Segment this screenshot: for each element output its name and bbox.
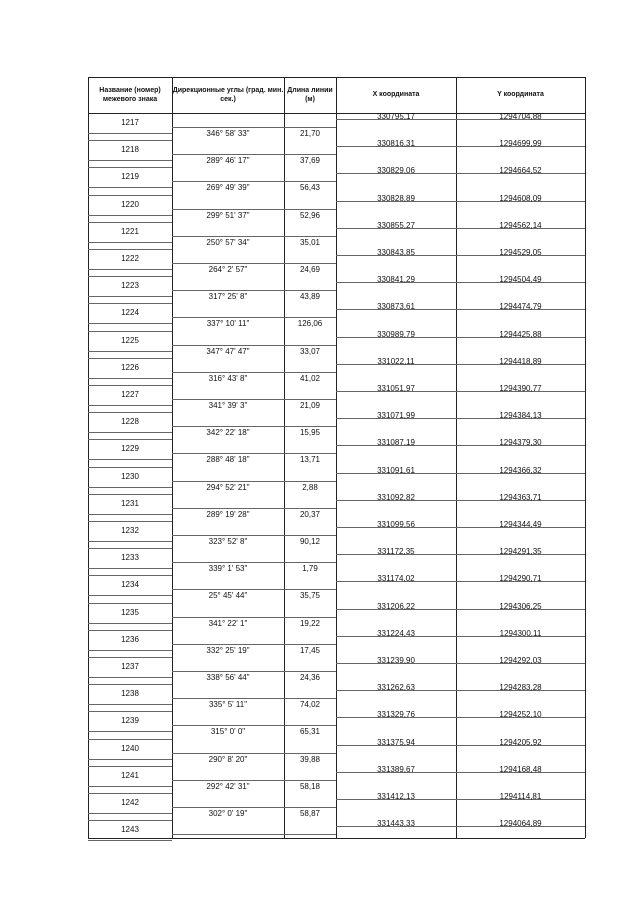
x-coordinate: 331443,33 [377, 819, 415, 829]
direction-angle: 338° 56' 44" [206, 673, 250, 682]
grid-name-mid-line [88, 242, 172, 243]
grid-row-line [88, 739, 172, 740]
x-coordinate: 330855,27 [377, 220, 415, 230]
grid-mid-line [172, 154, 336, 155]
grid-mid-line [172, 127, 336, 128]
grid-name-mid-line [88, 541, 172, 542]
y-coordinate: 1294292,03 [499, 656, 542, 665]
line-length: 65,31 [299, 727, 321, 737]
direction-angle: 315° 0' 0" [210, 727, 246, 737]
x-coordinate: 331087,19 [377, 438, 415, 448]
header-direction-angle: Дирекционные углы (град. мин. сек.) [172, 87, 284, 103]
line-length: 24,36 [299, 673, 321, 682]
y-coordinate: 1294379,30 [499, 438, 542, 448]
y-coordinate: 1294205,92 [499, 737, 542, 747]
grid-mid-line [172, 236, 336, 237]
direction-angle: 339° 1' 53" [208, 564, 248, 574]
x-coordinate: 331022,11 [377, 356, 415, 366]
point-name: 1239 [121, 716, 139, 726]
y-coordinate: 1294168,48 [499, 764, 542, 774]
line-length: 90,12 [299, 537, 321, 546]
direction-angle: 289° 46' 17" [206, 156, 250, 166]
grid-name-mid-line [88, 840, 172, 841]
grid-mid-line [172, 725, 336, 726]
grid-mid-line [172, 834, 336, 835]
header-point-name: Название (номер) межевого знака [99, 87, 161, 103]
point-name: 1240 [121, 743, 139, 753]
point-name: 1217 [121, 118, 139, 127]
grid-mid-line [172, 671, 336, 672]
line-length: 20,37 [299, 509, 321, 519]
grid-row-line [88, 521, 172, 522]
grid-mid-line [172, 780, 336, 781]
grid-name-mid-line [88, 459, 172, 460]
grid-row-line [88, 684, 172, 685]
point-name: 1232 [121, 526, 139, 535]
x-coordinate: 331412,13 [377, 792, 415, 801]
grid-name-mid-line [88, 215, 172, 216]
grid-mid-line [172, 481, 336, 482]
y-coordinate: 1294425,88 [499, 329, 542, 339]
grid-mid-line [172, 589, 336, 590]
line-length: 33,07 [299, 346, 321, 356]
y-coordinate: 1294664,52 [499, 166, 542, 176]
grid-row-line [88, 276, 172, 277]
grid-name-mid-line [88, 296, 172, 297]
line-length: 43,89 [299, 292, 321, 302]
grid-row-line [88, 222, 172, 223]
grid-name-mid-line [88, 405, 172, 406]
grid-name-mid-line [88, 759, 172, 760]
header-x-coordinate: X координата [372, 91, 420, 98]
grid-row-line [88, 603, 172, 604]
grid-mid-line [172, 562, 336, 563]
grid-row-line [88, 439, 172, 440]
line-length: 39,88 [299, 754, 321, 764]
point-name: 1222 [121, 254, 139, 263]
x-coordinate: 330816,31 [377, 139, 415, 149]
y-coordinate: 1294562,14 [499, 220, 542, 230]
y-coordinate: 1294474,79 [499, 302, 542, 312]
point-name: 1241 [121, 770, 139, 780]
grid-name-mid-line [88, 323, 172, 324]
grid-row-line [88, 494, 172, 495]
header-y-coordinate: Y координата [497, 91, 544, 98]
y-coordinate: 1294344,49 [499, 520, 542, 529]
line-length: 56,43 [299, 183, 321, 193]
grid-row-line [88, 467, 172, 468]
x-coordinate: 331224,43 [377, 628, 415, 638]
point-name: 1231 [121, 498, 139, 508]
grid-mid-line [172, 753, 336, 754]
y-coordinate: 1294064,89 [499, 819, 542, 829]
grid-name-mid-line [88, 432, 172, 433]
grid-row-line [88, 630, 172, 631]
x-coordinate: 331239,90 [377, 656, 415, 665]
y-coordinate: 1294704,88 [499, 112, 542, 121]
point-name: 1230 [121, 471, 139, 481]
grid-row-line [88, 167, 172, 168]
y-coordinate: 1294252,10 [499, 710, 542, 720]
grid-mid-line [172, 317, 336, 318]
line-length: 15,95 [299, 428, 321, 438]
point-name: 1235 [121, 607, 139, 617]
x-coordinate: 331051,97 [377, 384, 415, 393]
direction-angle: 335° 5' 11" [208, 700, 248, 710]
grid-mid-line [172, 617, 336, 618]
x-coordinate: 331329,76 [377, 710, 415, 720]
y-coordinate: 1294363,71 [499, 492, 542, 502]
grid-mid-line [172, 508, 336, 509]
grid-name-mid-line [88, 677, 172, 678]
grid-row-line [88, 140, 172, 141]
grid-name-mid-line [88, 487, 172, 488]
point-name: 1219 [121, 172, 139, 182]
y-coordinate: 1294366,32 [499, 465, 542, 475]
line-length: 58,18 [299, 781, 321, 791]
line-length: 52,96 [299, 210, 321, 220]
x-coordinate: 331389,67 [377, 764, 415, 774]
grid-mid-line [172, 290, 336, 291]
line-length: 37,69 [299, 156, 321, 166]
line-length: 2,88 [302, 482, 318, 492]
direction-angle: 342° 22' 18" [206, 428, 250, 438]
point-name: 1243 [121, 825, 139, 835]
direction-angle: 323° 52' 8" [208, 537, 248, 546]
point-name: 1233 [121, 553, 139, 563]
line-length: 74,02 [299, 700, 321, 710]
grid-mid-line [172, 426, 336, 427]
direction-angle: 264° 2' 57" [208, 265, 248, 274]
point-name: 1237 [121, 662, 139, 671]
point-name: 1229 [121, 444, 139, 454]
grid-mid-line [172, 535, 336, 536]
x-coordinate: 330841,29 [377, 275, 415, 285]
grid-name-mid-line [88, 595, 172, 596]
grid-name-mid-line [88, 351, 172, 352]
point-name: 1228 [121, 417, 139, 427]
grid-row-line [88, 820, 172, 821]
grid-name-mid-line [88, 378, 172, 379]
y-coordinate: 1294384,13 [499, 411, 542, 421]
y-coordinate: 1294390,77 [499, 384, 542, 393]
direction-angle: 316° 43' 8" [208, 373, 248, 383]
line-length: 41,02 [299, 373, 321, 383]
grid-row-line [88, 331, 172, 332]
y-coordinate: 1294699,99 [499, 139, 542, 149]
y-coordinate: 1294283,28 [499, 683, 542, 693]
x-coordinate: 330828,89 [377, 193, 415, 203]
grid-vline [336, 77, 337, 838]
grid-row-line [88, 358, 172, 359]
y-coordinate: 1294608,09 [499, 193, 542, 203]
y-coordinate: 1294114,81 [499, 792, 542, 801]
grid-row-line [88, 548, 172, 549]
line-length: 24,69 [299, 265, 321, 274]
x-coordinate: 331092,82 [377, 492, 415, 502]
line-length: 35,75 [299, 591, 321, 601]
grid-mid-line [172, 345, 336, 346]
grid-row-line [88, 766, 172, 767]
grid-name-mid-line [88, 623, 172, 624]
x-coordinate: 331206,22 [377, 601, 415, 611]
x-coordinate: 330795,17 [377, 112, 415, 121]
direction-angle: 337° 10' 11" [206, 319, 250, 329]
direction-angle: 332° 25' 19" [206, 645, 250, 655]
x-coordinate: 330843,85 [377, 248, 415, 257]
grid-name-mid-line [88, 187, 172, 188]
y-coordinate: 1294504,49 [499, 275, 542, 285]
point-name: 1223 [121, 281, 139, 291]
direction-angle: 347° 47' 47" [206, 346, 250, 356]
header-line-length: Длина линии (м) [287, 87, 333, 103]
grid-name-mid-line [88, 133, 172, 134]
line-length: 126,06 [297, 319, 323, 329]
direction-angle: 288° 48' 18" [206, 455, 250, 465]
point-name: 1225 [121, 335, 139, 345]
point-name: 1238 [121, 689, 139, 699]
point-name: 1226 [121, 362, 139, 372]
direction-angle: 292° 42' 31" [206, 781, 250, 791]
grid-top-border [88, 77, 585, 78]
grid-mid-line [172, 399, 336, 400]
line-length: 35,01 [299, 237, 321, 247]
x-coordinate: 330989,79 [377, 329, 415, 339]
grid-name-mid-line [88, 568, 172, 569]
direction-angle: 341° 39' 3" [208, 401, 248, 410]
direction-angle: 294° 52' 21" [206, 482, 250, 492]
grid-row-line [88, 249, 172, 250]
grid-vline [456, 77, 457, 838]
grid-row-line [88, 303, 172, 304]
grid-name-mid-line [88, 514, 172, 515]
grid-name-mid-line [88, 813, 172, 814]
point-name: 1224 [121, 308, 139, 318]
line-length: 21,09 [299, 401, 321, 410]
grid-mid-line [172, 807, 336, 808]
x-coordinate: 330873,61 [377, 302, 415, 312]
grid-mid-line [172, 372, 336, 373]
grid-name-mid-line [88, 704, 172, 705]
grid-mid-line [172, 453, 336, 454]
point-name: 1218 [121, 145, 139, 155]
grid-row-line [88, 711, 172, 712]
line-length: 17,45 [299, 645, 321, 655]
x-coordinate: 331091,61 [377, 465, 415, 475]
line-length: 1,79 [302, 564, 318, 574]
grid-row-line [88, 793, 172, 794]
grid-mid-line [172, 698, 336, 699]
line-length: 21,70 [299, 129, 321, 138]
grid-row-line [88, 575, 172, 576]
grid-row-line [88, 195, 172, 196]
y-coordinate: 1294290,71 [499, 574, 542, 584]
x-coordinate: 331071,99 [377, 411, 415, 421]
y-coordinate: 1294529,05 [499, 248, 542, 257]
grid-row-line [88, 385, 172, 386]
y-coordinate: 1294291,35 [499, 547, 542, 557]
point-name: 1242 [121, 798, 139, 807]
x-coordinate: 331174,02 [377, 574, 415, 584]
y-coordinate: 1294418,89 [499, 356, 542, 366]
point-name: 1236 [121, 634, 139, 644]
grid-row-line [88, 657, 172, 658]
point-name: 1234 [121, 580, 139, 590]
grid-row-line [88, 412, 172, 413]
grid-mid-line [172, 209, 336, 210]
grid-name-mid-line [88, 269, 172, 270]
point-name: 1220 [121, 199, 139, 209]
direction-angle: 299° 51' 37" [206, 210, 250, 220]
grid-name-mid-line [88, 160, 172, 161]
grid-vline [585, 77, 586, 838]
grid-name-mid-line [88, 650, 172, 651]
direction-angle: 341° 22' 1" [208, 618, 248, 628]
x-coordinate: 331375,94 [377, 737, 415, 747]
direction-angle: 25° 45' 44" [208, 591, 248, 601]
direction-angle: 302° 0' 19" [208, 809, 248, 818]
grid-name-mid-line [88, 731, 172, 732]
grid-mid-line [172, 181, 336, 182]
point-name: 1227 [121, 390, 139, 399]
direction-angle: 290° 8' 20" [208, 754, 248, 764]
direction-angle: 346° 58' 33" [206, 129, 250, 138]
point-name: 1221 [121, 226, 139, 236]
direction-angle: 317° 25' 8" [208, 292, 248, 302]
grid-mid-line [172, 263, 336, 264]
line-length: 13,71 [299, 455, 321, 465]
y-coordinate: 1294300,11 [499, 628, 542, 638]
grid-name-mid-line [88, 786, 172, 787]
x-coordinate: 331262,63 [377, 683, 415, 693]
direction-angle: 250° 57' 34" [206, 237, 250, 247]
direction-angle: 269° 49' 39" [206, 183, 250, 193]
x-coordinate: 330829,06 [377, 166, 415, 176]
grid-mid-line [172, 644, 336, 645]
line-length: 58,87 [299, 809, 321, 818]
line-length: 19,22 [299, 618, 321, 628]
direction-angle: 289° 19' 28" [206, 509, 250, 519]
y-coordinate: 1294306,25 [499, 601, 542, 611]
grid-bottom-border [88, 838, 585, 839]
x-coordinate: 331099,56 [377, 520, 415, 529]
x-coordinate: 331172,35 [377, 547, 415, 557]
